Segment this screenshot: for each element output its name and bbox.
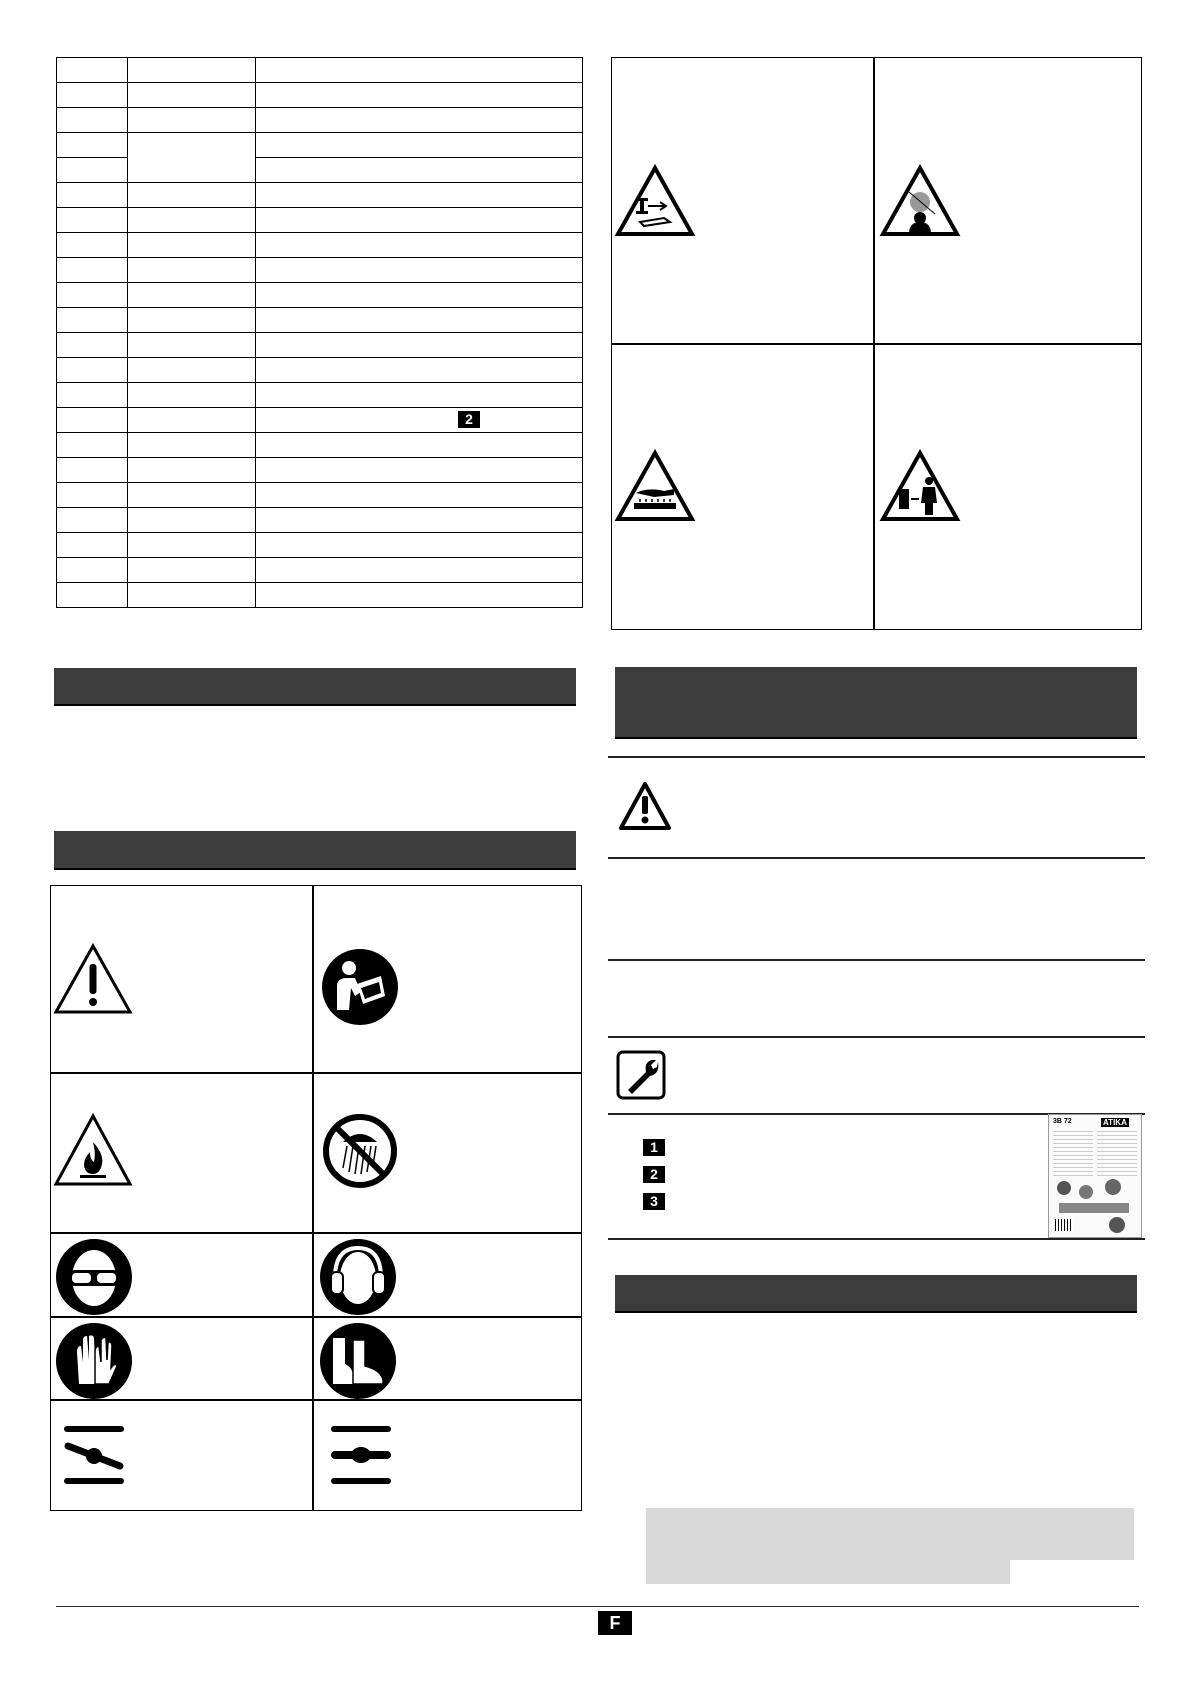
- table-row: [57, 233, 583, 258]
- manual-thumbnail: [1048, 1114, 1142, 1238]
- thumbnail-image: [1059, 1203, 1129, 1213]
- thumbnail-barcode: [1055, 1219, 1073, 1231]
- thumbnail-text-block: [1053, 1131, 1093, 1177]
- warning-icon: [617, 780, 673, 832]
- table-row: [57, 583, 583, 608]
- language-code-badge: F: [598, 1611, 632, 1635]
- section-header-bar: [615, 1275, 1137, 1313]
- table-row: [57, 258, 583, 283]
- callout-badge-2: 2: [643, 1166, 665, 1183]
- grid-divider: [50, 1316, 582, 1318]
- thumbnail-image: [1079, 1185, 1093, 1199]
- table-row: [57, 433, 583, 458]
- thumbnail-text-block: [1097, 1131, 1137, 1177]
- table-row: [57, 533, 583, 558]
- eye-protection-icon: [55, 1238, 133, 1316]
- thumbnail-image: [1057, 1181, 1071, 1195]
- callout-badge-3: 3: [643, 1193, 665, 1210]
- table-row: [57, 408, 583, 433]
- section-header-bar: [54, 831, 576, 870]
- thumbnail-brand: ATIKA: [1103, 1118, 1127, 1127]
- table-row: [57, 283, 583, 308]
- table-row: [57, 558, 583, 583]
- table-row: [57, 83, 583, 108]
- separator-line: [608, 1036, 1145, 1038]
- table-row: [57, 133, 583, 158]
- read-manual-icon: [321, 948, 399, 1026]
- footer-rule: [56, 1606, 1139, 1607]
- table-row: [57, 108, 583, 133]
- warning-triangle-icon: [52, 942, 134, 1016]
- callout-badge-1: 1: [643, 1139, 665, 1156]
- highlight-box: [646, 1560, 1010, 1584]
- grid-divider: [50, 1072, 582, 1074]
- section-header-bar: [615, 667, 1137, 739]
- separator-line: [608, 756, 1145, 758]
- flammable-warning-icon: [52, 1112, 134, 1188]
- separator-line: [608, 959, 1145, 961]
- choke-open-icon: [325, 1422, 397, 1488]
- wrench-icon: [616, 1050, 666, 1100]
- table-row: [57, 183, 583, 208]
- table-row: [57, 458, 583, 483]
- highlight-box: [646, 1508, 1134, 1560]
- separator-line: [608, 1238, 1145, 1240]
- table-row: [57, 333, 583, 358]
- choke-closed-icon: [58, 1422, 130, 1488]
- table-badge: 2: [458, 411, 480, 428]
- hot-surface-icon: [614, 449, 696, 523]
- table-row: [57, 58, 583, 83]
- ear-protection-icon: [319, 1238, 397, 1316]
- table-row: [57, 383, 583, 408]
- section-header-bar: [54, 668, 576, 706]
- no-rain-icon: [321, 1112, 399, 1190]
- table-row: [57, 483, 583, 508]
- thumbnail-image: [1109, 1217, 1125, 1233]
- safety-boots-icon: [319, 1322, 397, 1400]
- table-row: [57, 308, 583, 333]
- thumbnail-model: 3B 72: [1053, 1118, 1072, 1125]
- table-row: [57, 358, 583, 383]
- cut-hazard-icon: [614, 164, 696, 238]
- parts-table: [56, 57, 583, 608]
- separator-line: [608, 857, 1145, 859]
- flying-debris-icon: [879, 164, 961, 238]
- keep-distance-icon: [879, 449, 961, 523]
- table-row: [57, 208, 583, 233]
- gloves-icon: [55, 1322, 133, 1400]
- table-row: [57, 508, 583, 533]
- grid-divider: [312, 885, 314, 1511]
- grid-divider: [611, 343, 1142, 345]
- grid-divider: [50, 1232, 582, 1234]
- thumbnail-image: [1105, 1179, 1121, 1195]
